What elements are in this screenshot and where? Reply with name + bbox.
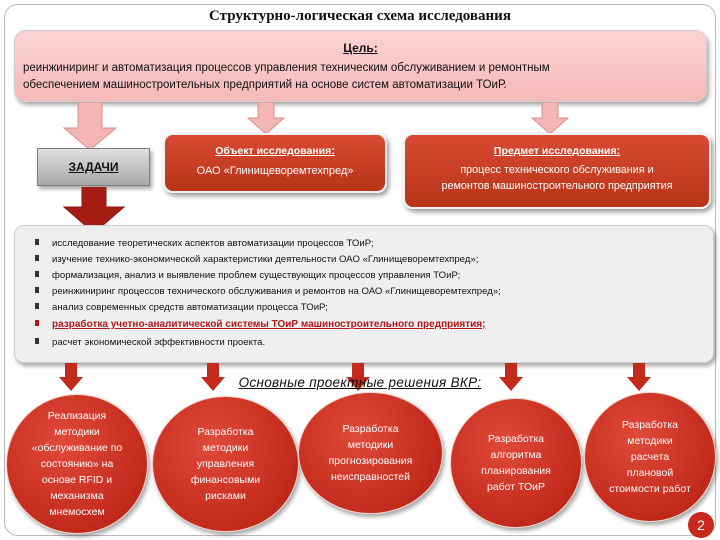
- list-item: исследование теоретических аспектов автоматизации процессов ТОиР;: [35, 238, 374, 249]
- solution-circle-3: Разработка методики прогнозирования неисправностей: [298, 392, 443, 514]
- subject-text-line-1: процесс технического обслуживания и: [460, 164, 654, 176]
- goal-text-line-1: реинжиниринг и автоматизация процессов управления техническим обслуживанием и ремонтным: [23, 62, 550, 74]
- bullet-icon: [35, 271, 39, 277]
- list-item: изучение технико-экономической характеристики деятельности ОАО «Глинищеворемтехпред»;: [35, 254, 478, 265]
- arrow-goal-to-object: [246, 102, 286, 136]
- list-item: формализация, анализ и выявление проблем существующих процессов управления ТОиР;: [35, 270, 460, 281]
- solution-circle-2: Разработка методики управления финансовыми рисками: [152, 396, 299, 532]
- bullet-icon: [35, 239, 39, 245]
- goal-box: [14, 30, 707, 102]
- tasks-label: ЗАДАЧИ: [68, 160, 119, 174]
- solutions-title: Основные проектные решения ВКР:: [238, 375, 482, 390]
- subject-text-line-2: ремонтов машиностроительного предприятия: [441, 180, 673, 192]
- bullet-icon: [35, 320, 39, 326]
- goal-label: Цель:: [343, 41, 378, 55]
- tasks-box: [37, 148, 150, 186]
- bullet-icon: [35, 287, 39, 293]
- solution-circle-4: Разработка алгоритма планирования работ ТОиР: [450, 398, 582, 528]
- list-item: расчет экономической эффективности проекта.: [35, 337, 265, 348]
- arrow-goal-to-subject: [530, 102, 570, 136]
- solution-circle-1: Реализация методики «обслуживание по состоянию» на основе RFID и механизма мнемосхем: [6, 394, 148, 534]
- tasks-list-panel: [14, 225, 714, 363]
- list-item: анализ современных средств автоматизации процесса ТОиР;: [35, 302, 328, 313]
- page-number-badge: 2: [688, 512, 714, 538]
- goal-text-line-2: обеспечением машиностроительных предприятий на основе систем автоматизации ТОиР.: [23, 79, 507, 91]
- subject-label: Предмет исследования:: [493, 145, 621, 157]
- solution-circle-5: Разработка методики расчета плановой стоимости работ: [584, 392, 716, 522]
- object-text: ОАО «Глинищеворемтехпред»: [196, 165, 354, 177]
- goal-text: [23, 60, 698, 94]
- object-label: Объект исследования:: [215, 145, 335, 157]
- object-box: [163, 133, 387, 193]
- subject-box: [403, 133, 711, 209]
- list-item-highlighted: разработка учетно-аналитической системы ТОиР машиностроительного предприятия;: [35, 319, 485, 330]
- list-item: реинжиниринг процессов технического обслуживания и ремонтов на ОАО «Глинищеворемтехпред»;: [35, 286, 501, 297]
- bullet-icon: [35, 338, 39, 344]
- page-title: Структурно-логическая схема исследования: [209, 8, 511, 24]
- bullet-icon: [35, 255, 39, 261]
- arrow-goal-to-tasks: [60, 102, 120, 152]
- bullet-icon: [35, 303, 39, 309]
